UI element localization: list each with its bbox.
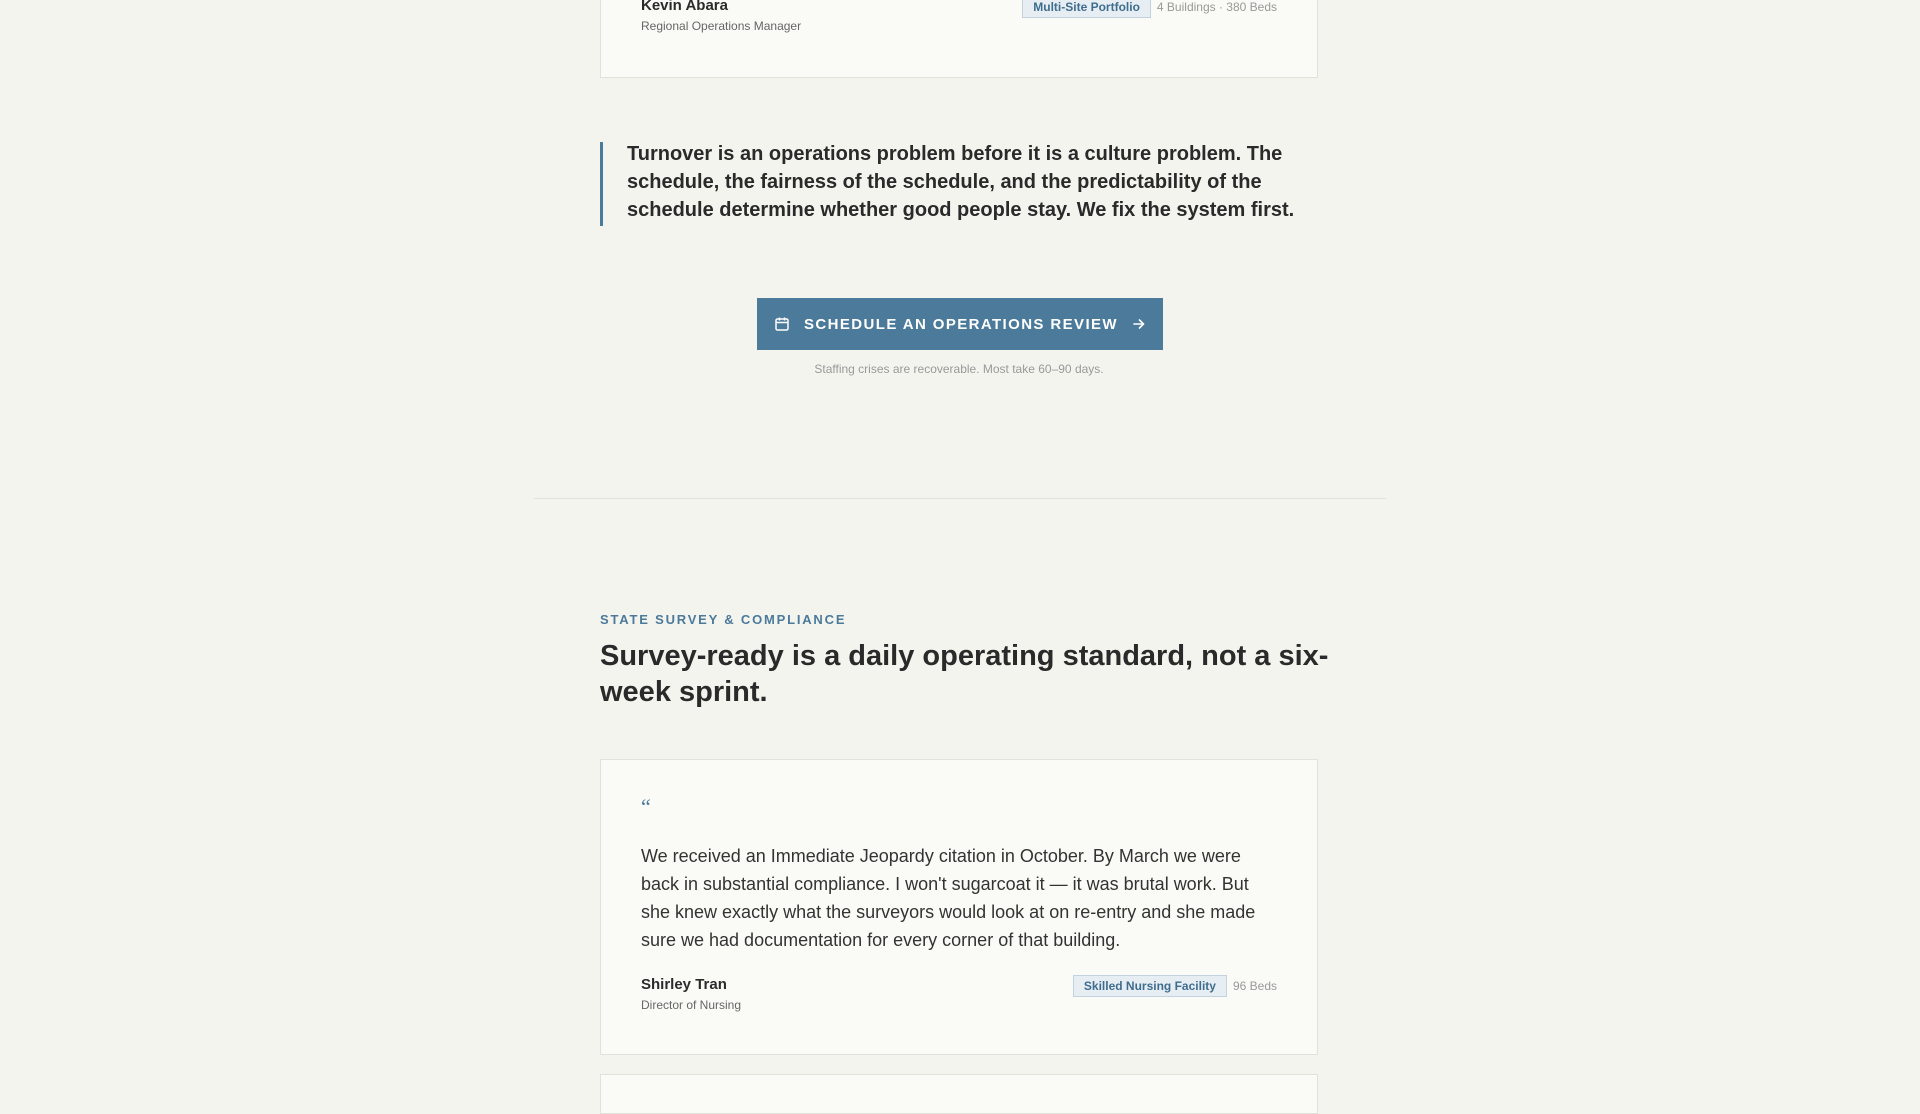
facility-size: 4 Buildings · 380 Beds	[1156, 0, 1277, 14]
testimonial-author-name: Shirley Tran	[641, 976, 727, 993]
testimonial-meta	[1022, 0, 1277, 18]
section-divider	[534, 498, 1386, 499]
arrow-right-icon	[1132, 317, 1146, 331]
testimonial-card-next	[600, 1074, 1318, 1114]
testimonial-meta	[1073, 975, 1277, 997]
testimonial-card-top	[600, 0, 1318, 78]
testimonial-card	[600, 759, 1318, 1055]
testimonial-author-role: Director of Nursing	[641, 998, 742, 1012]
cta-label: SCHEDULE AN OPERATIONS REVIEW	[804, 315, 1118, 333]
testimonial-text: We received an Immediate Jeopardy citation in October. By March we were back in substantial compliance. I won't sugarcoat it — it was brutal work. But she knew exactly what the surveyors would look at on re-entry and she made sure we had documentation for every corner of that building.	[641, 846, 1256, 950]
facility-type-badge: Multi-Site Portfolio	[1022, 0, 1151, 18]
calendar-icon	[774, 316, 790, 332]
section-heading: Survey-ready is a daily operating standard, not a six-week sprint.	[600, 640, 1329, 708]
facility-type-badge: Skilled Nursing Facility	[1073, 975, 1227, 997]
quote-mark-icon: “	[641, 794, 651, 819]
section-eyebrow: STATE SURVEY & COMPLIANCE	[600, 612, 847, 627]
pull-quote-text: Turnover is an operations problem before it is a culture problem. The schedule, the fairness of the schedule, and the predictability of the schedule determine whether good people stay. We fix the system first.	[627, 143, 1295, 221]
facility-size: 96 Beds	[1232, 979, 1277, 993]
testimonial-author-name: Kevin Abara	[641, 0, 728, 14]
schedule-operations-review-button[interactable]	[757, 298, 1163, 350]
cta-note: Staffing crises are recoverable. Most take 60–90 days.	[814, 362, 1104, 376]
testimonial-author-role: Regional Operations Manager	[641, 19, 802, 33]
pull-quote	[600, 142, 1318, 226]
